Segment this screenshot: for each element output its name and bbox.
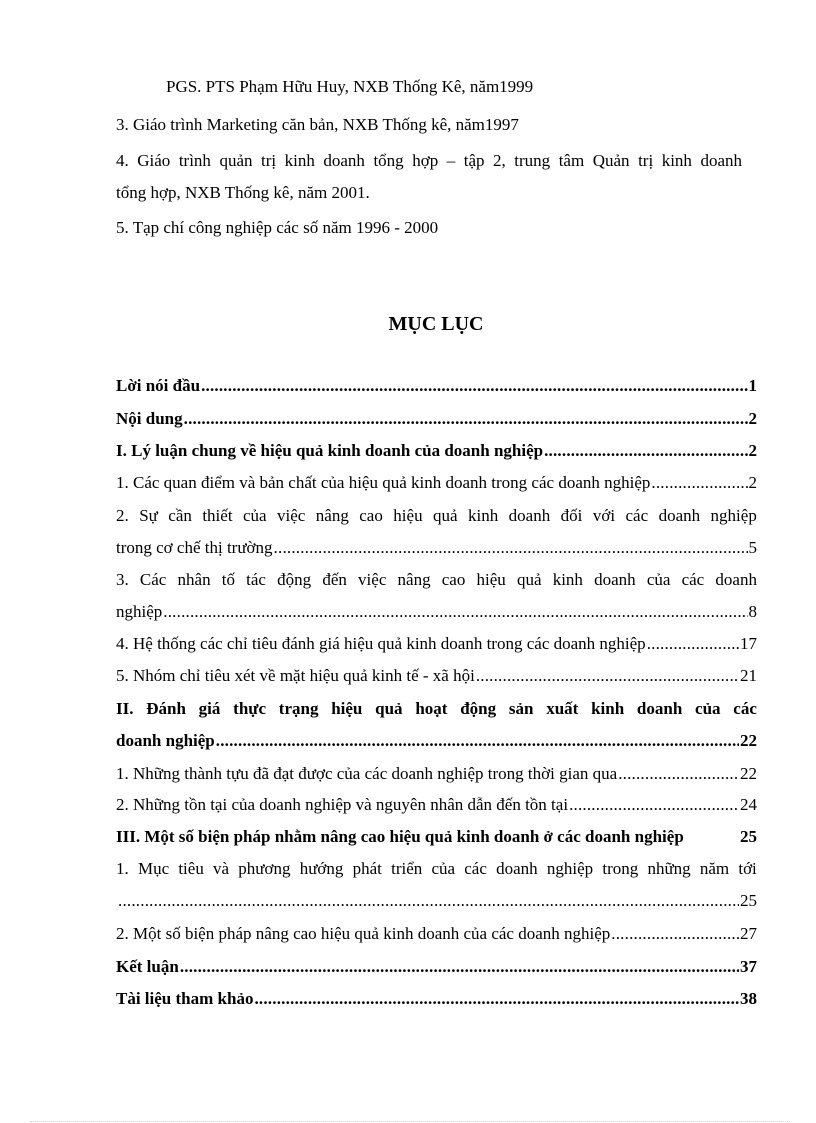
word: của bbox=[695, 699, 721, 718]
toc-entry-page: 22 bbox=[740, 731, 757, 750]
toc-entry-page: 2 bbox=[748, 409, 757, 428]
toc-entry-page: 24 bbox=[740, 795, 757, 814]
toc-entry-1-2-line-2[interactable] bbox=[116, 537, 757, 559]
word: trạng bbox=[278, 699, 319, 718]
toc-entry-section-2-line-2[interactable] bbox=[116, 730, 757, 752]
word: hiệu bbox=[476, 570, 506, 589]
toc-entry-title: Tài liệu tham khảo bbox=[116, 989, 254, 1008]
word: tố bbox=[221, 570, 235, 589]
page-bottom-divider bbox=[30, 1121, 790, 1122]
word: quả bbox=[516, 570, 542, 589]
word: Các bbox=[139, 570, 167, 589]
toc-entry-title: 1. Các quan điểm và bản chất của hiệu quả kinh doanh trong các doanh nghiệp bbox=[116, 473, 651, 492]
word: kinh bbox=[468, 506, 499, 525]
word: doanh bbox=[594, 570, 636, 589]
toc-entry-title: 1. Những thành tựu đã đạt được của các doanh nghiệp trong thời gian qua bbox=[116, 764, 618, 783]
word: các bbox=[733, 699, 757, 718]
word: trình bbox=[178, 151, 211, 170]
word: với bbox=[592, 506, 616, 525]
toc-entry-title: nghiệp bbox=[116, 602, 163, 621]
word: cao bbox=[359, 506, 383, 525]
toc-leader-dots bbox=[544, 440, 747, 462]
word: kinh bbox=[661, 151, 692, 170]
toc-leader-dots bbox=[254, 988, 739, 1010]
toc-entry-title: doanh nghiệp bbox=[116, 731, 215, 750]
toc-entry-1-3-line-1[interactable] bbox=[116, 569, 757, 591]
toc-leader-dots bbox=[476, 665, 739, 687]
word: II. bbox=[116, 699, 134, 718]
word: tác bbox=[246, 570, 266, 589]
word: doanh bbox=[323, 151, 365, 170]
word: hoạt bbox=[415, 699, 448, 718]
word: Sự bbox=[139, 506, 158, 525]
toc-entry-title: Nội dung bbox=[116, 409, 183, 428]
toc-entry-page: 8 bbox=[748, 602, 757, 621]
word: trị bbox=[638, 151, 654, 170]
toc-entry-title: 2. Những tồn tại của doanh nghiệp và nguyên nhân dẫn đến tồn tại bbox=[116, 795, 569, 814]
toc-entry-3-1-line-1[interactable] bbox=[116, 858, 757, 880]
word: việc bbox=[358, 570, 387, 589]
word: và bbox=[213, 859, 230, 878]
word: quản bbox=[219, 151, 253, 170]
toc-entry-page: 5 bbox=[748, 538, 757, 557]
word: hướng bbox=[299, 859, 344, 878]
toc-entry-title: Lời nói đầu bbox=[116, 376, 201, 395]
word: trung bbox=[514, 151, 551, 170]
toc-entry-loi-noi-dau[interactable] bbox=[116, 375, 757, 397]
word: cần bbox=[168, 506, 192, 525]
toc-entry-page: 25 bbox=[740, 891, 757, 910]
toc-entry-page: 38 bbox=[740, 989, 757, 1008]
word: tâm bbox=[558, 151, 585, 170]
word: động bbox=[277, 570, 312, 589]
reference-item-2-continuation: PGS. PTS Phạm Hữu Huy, NXB Thống Kê, năm1999 bbox=[166, 77, 534, 96]
toc-leader-dots bbox=[647, 633, 739, 655]
word: đối bbox=[560, 506, 583, 525]
reference-item-4-line-1 bbox=[116, 150, 742, 172]
toc-entry-1-2-line-1[interactable] bbox=[116, 505, 757, 527]
toc-entry-title: I. Lý luận chung về hiệu quả kinh doanh của doanh nghiệp bbox=[116, 441, 544, 460]
toc-entry-1-1[interactable] bbox=[116, 472, 757, 494]
word: trong bbox=[602, 859, 639, 878]
word: tập bbox=[463, 151, 485, 170]
word: xuất bbox=[546, 699, 579, 718]
word: doanh bbox=[508, 506, 551, 525]
word: triển bbox=[391, 859, 423, 878]
word: thiết bbox=[202, 506, 233, 525]
toc-heading: MỤC LỤC bbox=[388, 313, 484, 335]
toc-leader-dots bbox=[118, 890, 739, 912]
word: động bbox=[460, 699, 497, 718]
word: doanh bbox=[715, 570, 757, 589]
toc-entry-3-2[interactable] bbox=[116, 923, 757, 945]
word: nâng bbox=[397, 570, 431, 589]
word: các bbox=[681, 570, 705, 589]
word: 2, bbox=[493, 151, 506, 170]
word: cao bbox=[441, 570, 466, 589]
word: doanh bbox=[700, 151, 742, 170]
word: các bbox=[625, 506, 649, 525]
toc-entry-tai-lieu-tham-khao[interactable] bbox=[116, 988, 757, 1010]
toc-entry-1-5[interactable] bbox=[116, 665, 757, 687]
toc-entry-noi-dung[interactable] bbox=[116, 408, 757, 430]
toc-entry-title: 5. Nhóm chỉ tiêu xét về mặt hiệu quả kinh tế - xã hội bbox=[116, 666, 475, 685]
word: Giáo bbox=[137, 151, 171, 170]
toc-entry-title: trong cơ chế thị trường bbox=[116, 538, 273, 557]
word: tổng bbox=[373, 151, 404, 170]
toc-entry-page: 25 bbox=[740, 827, 757, 846]
word: trị bbox=[261, 151, 277, 170]
word: doanh bbox=[658, 506, 701, 525]
toc-leader-dots bbox=[651, 472, 747, 494]
toc-entry-page: 1 bbox=[748, 376, 757, 395]
word: kinh bbox=[591, 699, 625, 718]
toc-entry-section-3[interactable] bbox=[116, 826, 757, 848]
toc-entry-page: 2 bbox=[748, 441, 757, 460]
toc-entry-1-3-line-2[interactable] bbox=[116, 601, 757, 623]
reference-item-5: 5. Tạp chí công nghiệp các số năm 1996 - 2000 bbox=[116, 218, 439, 237]
word: doanh bbox=[496, 859, 538, 878]
word: nhân bbox=[177, 570, 211, 589]
word: phát bbox=[352, 859, 382, 878]
toc-leader-dots bbox=[184, 408, 748, 430]
word: đến bbox=[322, 570, 347, 589]
toc-entry-1-4[interactable] bbox=[116, 633, 757, 655]
word: giá bbox=[198, 699, 221, 718]
toc-leader-dots bbox=[216, 730, 739, 752]
word: của bbox=[646, 570, 671, 589]
toc-entry-section-2-line-1[interactable] bbox=[116, 698, 757, 720]
word: 4. bbox=[116, 151, 129, 170]
word: những bbox=[647, 859, 691, 878]
toc-entry-2-2[interactable] bbox=[116, 794, 757, 816]
word: hiệu bbox=[331, 699, 363, 718]
word: thực bbox=[233, 699, 267, 718]
toc-entry-page: 21 bbox=[740, 666, 757, 685]
word: quả bbox=[375, 699, 403, 718]
word: của bbox=[431, 859, 456, 878]
word: quả bbox=[433, 506, 458, 525]
word: hợp bbox=[412, 151, 439, 170]
toc-entry-title: 4. Hệ thống các chỉ tiêu đánh giá hiệu quả kinh doanh trong các doanh nghiệp bbox=[116, 634, 646, 653]
word: tiêu bbox=[178, 859, 204, 878]
word: nâng bbox=[315, 506, 349, 525]
word: – bbox=[446, 151, 456, 170]
reference-item-3: 3. Giáo trình Marketing căn bản, NXB Thống kê, năm1997 bbox=[116, 115, 519, 134]
word: 3. bbox=[116, 570, 129, 589]
word: 2. bbox=[116, 506, 129, 525]
toc-leader-dots bbox=[618, 763, 739, 785]
word: kinh bbox=[284, 151, 315, 170]
word: hiệu bbox=[393, 506, 423, 525]
toc-leader-dots bbox=[201, 375, 747, 397]
word: nghiệp bbox=[710, 506, 757, 525]
word: Quản bbox=[592, 151, 630, 170]
toc-entry-title: III. Một số biện pháp nhằm nâng cao hiệu quả kinh doanh ở các doanh nghiệp bbox=[116, 827, 684, 846]
toc-entry-page: 2 bbox=[748, 473, 757, 492]
toc-entry-page: 22 bbox=[740, 764, 757, 783]
toc-leader-dots bbox=[274, 537, 748, 559]
toc-leader-dots bbox=[569, 794, 739, 816]
toc-entry-title: Kết luận bbox=[116, 957, 179, 976]
word: sản bbox=[508, 699, 534, 718]
word: việc bbox=[277, 506, 306, 525]
word: Đánh bbox=[146, 699, 186, 718]
word: năm bbox=[699, 859, 730, 878]
word: kinh bbox=[552, 570, 583, 589]
toc-leader-dots bbox=[180, 956, 739, 978]
toc-entry-page: 17 bbox=[740, 634, 757, 653]
reference-item-4-line-2: tổng hợp, NXB Thống kê, năm 2001. bbox=[116, 183, 370, 202]
word: 1. bbox=[116, 859, 129, 878]
word: doanh bbox=[636, 699, 683, 718]
word: của bbox=[242, 506, 267, 525]
toc-leader-dots bbox=[611, 923, 739, 945]
word: nghiệp bbox=[546, 859, 594, 878]
word: các bbox=[464, 859, 487, 878]
toc-entry-ket-luan[interactable] bbox=[116, 956, 757, 978]
word: tới bbox=[738, 859, 757, 878]
word: phương bbox=[238, 859, 291, 878]
toc-leader-dots bbox=[163, 601, 747, 623]
toc-entry-page: 37 bbox=[740, 957, 757, 976]
toc-entry-page: 27 bbox=[740, 924, 757, 943]
toc-entry-2-1[interactable] bbox=[116, 763, 757, 785]
toc-entry-section-1[interactable] bbox=[116, 440, 757, 462]
toc-entry-3-1-line-2[interactable] bbox=[116, 890, 757, 912]
toc-entry-title: 2. Một số biện pháp nâng cao hiệu quả kinh doanh của các doanh nghiệp bbox=[116, 924, 611, 943]
word: Mục bbox=[137, 859, 170, 878]
